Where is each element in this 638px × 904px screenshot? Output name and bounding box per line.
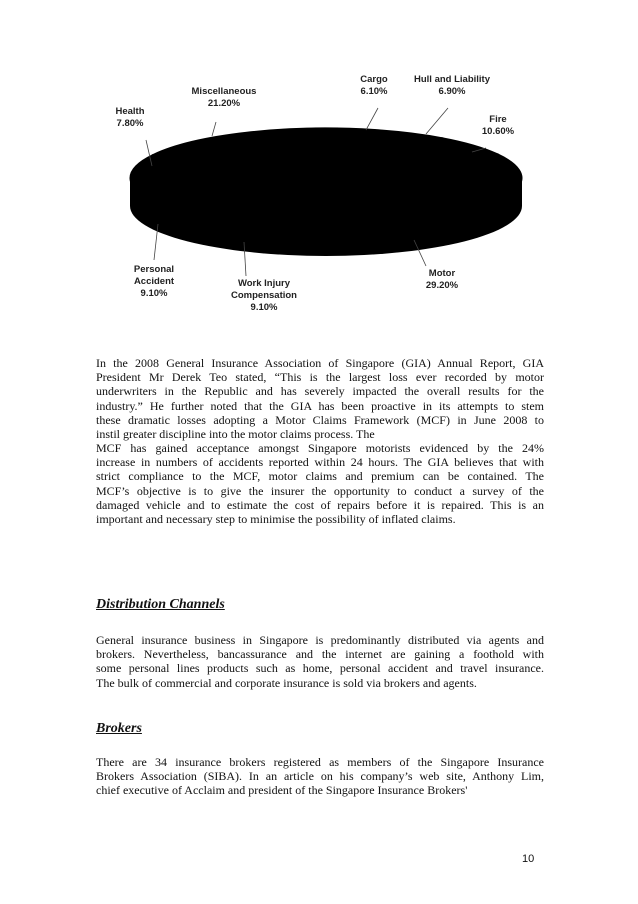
text-line: MCF’s objective is to give the insurer the opportunity to conduct a survey of the: [96, 483, 544, 498]
pie-label-name: Hull and Liability: [413, 74, 491, 85]
text-line: MCF has gained acceptance amongst Singapore motorists evidenced by the 24%: [96, 441, 544, 455]
heading-brokers: Brokers: [96, 721, 142, 736]
page-number: 10: [522, 853, 535, 865]
pie-leader-line: [212, 122, 216, 136]
pie-label-value: 9.10%: [250, 302, 278, 313]
pie-label-name: Miscellaneous: [191, 86, 257, 97]
pie-label-value: 7.80%: [116, 118, 144, 129]
text-line: brokers. Nevertheless, bancassurance and the internet are gaining a foothold with: [96, 647, 544, 662]
pie-label-value: 6.10%: [360, 86, 388, 97]
text-line: instil greater discipline into the motor claims process. The: [96, 427, 375, 442]
text-line: important and necessary step to minimise the possibility of inflated claims.: [96, 512, 456, 527]
text-line: There are 34 insurance brokers registered as members of the Singapore Insurance: [96, 755, 544, 769]
pie-label-name: Fire: [489, 114, 507, 125]
text-line: underwriters in the Republic and has severely impacted the overall results for the: [96, 384, 544, 399]
text-line: The bulk of commercial and corporate insurance is sold via brokers and agents.: [96, 675, 477, 690]
text-line: chief executive of Acclaim and president of the Singapore Insurance Brokers': [96, 783, 468, 798]
pie-chart-svg: [96, 70, 556, 320]
paragraph-mcf: [96, 441, 544, 526]
text-line: In the 2008 General Insurance Association of Singapore (GIA) Annual Report, GIA: [96, 356, 544, 370]
text-line: President Mr Derek Teo stated, “This is the largest loss ever recorded by motor: [96, 370, 544, 385]
text-line: industry.” He further noted that the GIA has been proactive in its attempts to stem: [96, 398, 544, 413]
heading-distribution-channels: Distribution Channels: [96, 597, 225, 612]
pie-label-name: Health: [115, 106, 145, 117]
pie-label-name: Work Injury: [237, 278, 291, 289]
paragraph-brokers: [96, 755, 544, 798]
pie-label-name: Accident: [133, 276, 175, 287]
pie-label-value: 6.90%: [438, 86, 466, 97]
paragraph-gia-report: [96, 356, 544, 441]
text-line: strict compliance to the MCF, motor claims and premium can be contained. The: [96, 469, 544, 484]
text-line: some personal lines products such as home, personal accident and travel insurance.: [96, 661, 544, 676]
pie-label-value: 29.20%: [425, 280, 459, 291]
text-line: damaged vehicle and to estimate the cost of repairs before it is repaired. This is an: [96, 497, 544, 512]
pie-leader-line: [426, 108, 448, 134]
insurance-pie-chart: [96, 70, 556, 320]
pie-label-name: Compensation: [231, 290, 297, 301]
text-line: Brokers Association (SIBA). In an article on his company’s web site, Anthony Lim,: [96, 769, 544, 784]
pie-label-value: 10.60%: [481, 126, 515, 137]
pie-label-name: Personal: [133, 264, 175, 275]
paragraph-distribution: [96, 633, 544, 690]
pie-label-name: Motor: [428, 268, 456, 279]
text-line: increase in numbers of accidents reported within 24 hours. The GIA believes that with: [96, 455, 544, 470]
pie-label-value: 9.10%: [140, 288, 168, 299]
pie-label-value: 21.20%: [207, 98, 241, 109]
pie-label-name: Cargo: [360, 74, 388, 85]
text-line: these dramatic losses adopting a Motor Claims Framework (MCF) in June 2008 to: [96, 412, 544, 427]
pie-leader-line: [366, 108, 378, 130]
text-line: General insurance business in Singapore is predominantly distributed via agents and: [96, 633, 544, 647]
